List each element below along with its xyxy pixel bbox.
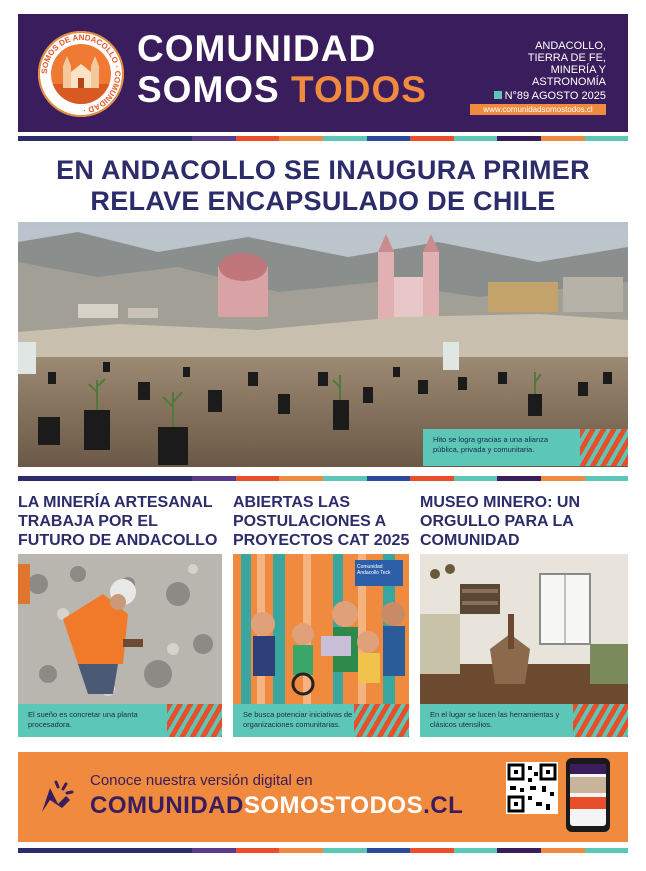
stripe-segment — [585, 476, 629, 481]
stripe-segment — [323, 136, 367, 141]
hatch-decoration — [573, 704, 628, 737]
color-stripe — [18, 848, 628, 853]
stripe-segment — [105, 136, 149, 141]
article-illustration-cat[interactable] — [233, 554, 409, 704]
tagline-line: ANDACOLLO, — [535, 40, 606, 52]
museum-photo — [420, 554, 628, 704]
brand-todos: TODOS — [291, 69, 427, 110]
stripe-segment — [541, 476, 585, 481]
stripe-segment — [105, 476, 149, 481]
hatch-decoration — [354, 704, 409, 737]
stripe-segment — [323, 848, 367, 853]
stripe-segment — [236, 848, 280, 853]
stripe-segment — [585, 136, 629, 141]
hero-caption-text: Hito se logra gracias a una alianza pública, privada y comunitaria. — [433, 435, 549, 454]
article-caption-text: Se busca potenciar iniciativas de organizaciones comunitarias. — [243, 710, 353, 729]
church-emblem — [51, 44, 111, 104]
stripe-segment — [367, 848, 411, 853]
stripe-segment — [454, 476, 498, 481]
issue-text: N°89 AGOSTO 2025 — [504, 90, 606, 102]
cursor-click-icon — [36, 778, 76, 818]
tagline-line: ASTRONOMÍA — [532, 76, 606, 88]
issue-number — [494, 90, 606, 102]
stripe-segment — [279, 848, 323, 853]
stripe-segment — [410, 848, 454, 853]
stripe-segment — [454, 848, 498, 853]
article-caption — [420, 704, 628, 737]
main-headline[interactable] — [18, 155, 628, 217]
tagline — [446, 40, 606, 88]
stripe-segment — [323, 476, 367, 481]
stripe-segment — [192, 848, 236, 853]
stripe-segment — [279, 476, 323, 481]
stripe-segment — [279, 136, 323, 141]
color-stripe — [18, 136, 628, 141]
stripe-segment — [192, 476, 236, 481]
article-caption-text: En el lugar se lucen las herramientas y clásicos utensilios. — [430, 710, 560, 729]
stripe-segment — [18, 476, 62, 481]
article-caption — [233, 704, 409, 737]
article-caption-text: El sueño es concretar una planta procesadora. — [28, 710, 138, 729]
stripe-segment — [18, 136, 62, 141]
logo — [38, 31, 124, 117]
stripe-segment — [149, 848, 193, 853]
stripe-segment — [18, 848, 62, 853]
phone-mockup — [566, 758, 610, 832]
stripe-segment — [236, 136, 280, 141]
stripe-segment — [454, 136, 498, 141]
stripe-segment — [367, 136, 411, 141]
banner-big-part: COMUNIDAD — [90, 792, 244, 819]
article-title[interactable]: MUSEO MINERO: UN ORGULLO PARA LA COMUNIDAD — [420, 494, 580, 549]
square-icon — [494, 91, 502, 99]
stripe-segment — [236, 476, 280, 481]
stripe-segment — [410, 476, 454, 481]
banner-intro-text: Conoce nuestra versión digital en — [90, 772, 313, 789]
banner-big-highlight: SOMOSTODOS — [243, 792, 424, 819]
church-icon — [51, 44, 111, 104]
stripe-segment — [62, 848, 106, 853]
stripe-segment — [192, 136, 236, 141]
stripe-segment — [497, 136, 541, 141]
cat-badge: Comunidad Andacollo Teck — [357, 564, 391, 576]
article-photo-museum[interactable] — [420, 554, 628, 704]
stripe-segment — [149, 476, 193, 481]
article-caption — [18, 704, 222, 737]
headline-line1: EN ANDACOLLO SE INAUGURA PRIMER — [56, 155, 590, 185]
stripe-segment — [149, 136, 193, 141]
qr-code-icon — [506, 762, 558, 814]
stripe-segment — [62, 476, 106, 481]
community-illustration — [233, 554, 409, 704]
hatch-decoration — [167, 704, 222, 737]
tagline-line: TIERRA DE FE, — [527, 52, 606, 64]
brand-title-line2 — [137, 71, 427, 108]
miner-photo — [18, 554, 222, 704]
qr-code[interactable] — [506, 762, 558, 814]
stripe-segment — [105, 848, 149, 853]
stripe-segment — [541, 848, 585, 853]
hatch-decoration — [580, 429, 628, 466]
article-photo-miner[interactable] — [18, 554, 222, 704]
stripe-segment — [541, 136, 585, 141]
banner-big-part: .CL — [423, 792, 464, 819]
stripe-segment — [62, 136, 106, 141]
stripe-segment — [367, 476, 411, 481]
brand-somos: SOMOS — [137, 69, 292, 110]
article-title[interactable]: ABIERTAS LAS POSTULACIONES A PROYECTOS CAT 2025 — [233, 494, 410, 549]
logo-ring-text: SOMOS DE ANDACOLLO · COMUNIDAD · — [39, 32, 123, 115]
stripe-segment — [497, 476, 541, 481]
stripe-segment — [410, 136, 454, 141]
brand-title-line1: COMUNIDAD — [137, 28, 377, 69]
article-title[interactable]: LA MINERÍA ARTESANAL TRABAJA POR EL FUTURO DE ANDACOLLO — [18, 494, 218, 549]
headline-line2: RELAVE ENCAPSULADO DE CHILE — [90, 186, 556, 216]
color-stripe — [18, 476, 628, 481]
stripe-segment — [585, 848, 629, 853]
stripe-segment — [497, 848, 541, 853]
tagline-line: MINERÍA Y — [550, 64, 606, 76]
website-link[interactable]: www.comunidadsomostodos.cl — [470, 104, 606, 115]
hero-caption — [423, 429, 628, 466]
banner-website-link[interactable] — [90, 792, 463, 820]
